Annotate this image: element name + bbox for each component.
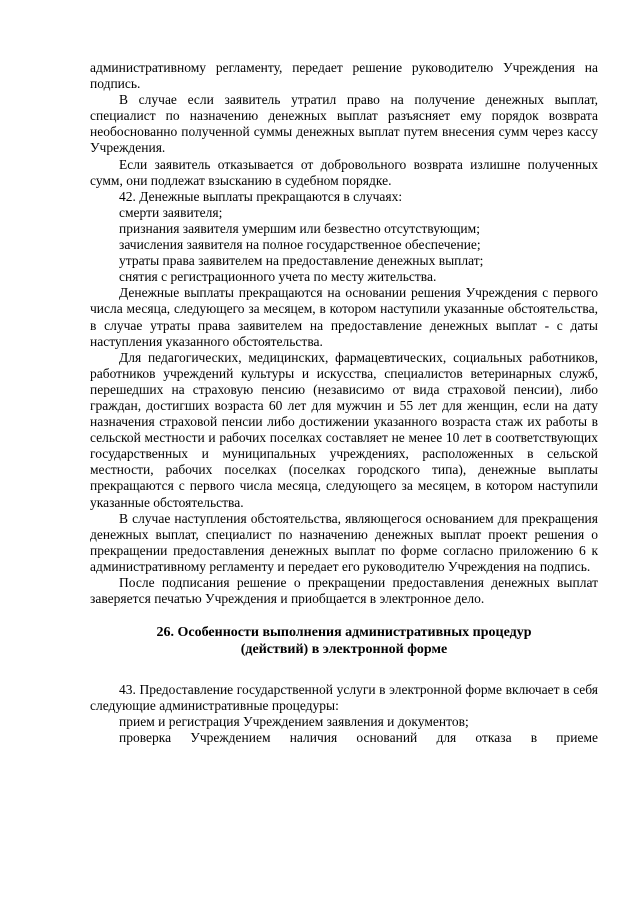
paragraph: признания заявителя умершим или безвестно отсутствующим;: [119, 220, 480, 236]
body-text-bottom: [90, 682, 598, 746]
paragraph: прием и регистрация Учреждением заявления и документов;: [119, 714, 469, 730]
paragraph: снятия с регистрационного учета по месту жительства.: [119, 269, 437, 285]
paragraph: зачисления заявителя на полное государственное обеспечение;: [119, 237, 481, 253]
paragraph: Если заявитель отказывается от добровольного возврата излишне полученных сумм, они подлежат взысканию в судебном порядке.: [90, 156, 598, 188]
paragraph: 42. Денежные выплаты прекращаются в случаях:: [119, 188, 403, 204]
paragraph: В случае наступления обстоятельства, являющегося основанием для прекращения денежных выплат, специалист по назначению денежных выплат проект решения о прекращении предоставления денежных выплат по форме согласно приложению 6 к административному регламенту и передает его руководителю Учреждения на подпись.: [90, 510, 598, 574]
paragraph: В случае если заявитель утратил право на получение денежных выплат, специалист по назначению денежных выплат разъясняет ему порядок возврата необоснованно полученной суммы денежных выплат путем внесения сумм через кассу Учреждения.: [90, 92, 598, 156]
paragraph: проверка Учреждением наличия оснований для отказа в приеме: [119, 730, 598, 746]
paragraph: смерти заявителя;: [119, 204, 223, 220]
body-text-top: [90, 60, 598, 607]
section-heading: [90, 624, 598, 658]
document-page: [90, 60, 598, 747]
paragraph: утраты права заявителем на предоставление денежных выплат;: [119, 253, 484, 269]
paragraph: 43. Предоставление государственной услуги в электронной форме включает в себя следующие административные процедуры:: [90, 682, 598, 714]
paragraph: Денежные выплаты прекращаются на основании решения Учреждения с первого числа месяца, следующего за месяцем, в котором наступили указанные обстоятельства, в случае утраты права заявителем на предоставление денежных выплат - с даты наступления указанного обстоятельства.: [90, 285, 598, 349]
paragraph: административному регламенту, передает решение руководителю Учреждения на подпись.: [90, 60, 598, 92]
section-heading-line-1: 26. Особенности выполнения административных процедур: [156, 625, 532, 641]
paragraph: После подписания решение о прекращении предоставления денежных выплат заверяется печатью Учреждения и приобщается в электронное дело.: [90, 575, 598, 607]
paragraph: Для педагогических, медицинских, фармацевтических, социальных работников, работников учреждений культуры и искусства, специалистов ветеринарных служб, перешедших на страховую пенсию (независимо от вида страховой пенсии), либо граждан, достигших возраста 60 лет для мужчин и 55 лет для женщин, если на дату назначения страховой пенсии либо достижении указанного возраста стаж их работы в сельской местности и рабочих поселках составляет не менее 10 лет в соответствующих государственных и муниципальных учреждениях, расположенных в сельской местности, рабочих поселках (поселках городского типа), денежные выплаты прекращаются с первого числа месяца, следующего за месяцем, в котором наступили указанные обстоятельства.: [90, 349, 598, 510]
section-heading-line-2: (действий) в электронной форме: [240, 642, 448, 658]
